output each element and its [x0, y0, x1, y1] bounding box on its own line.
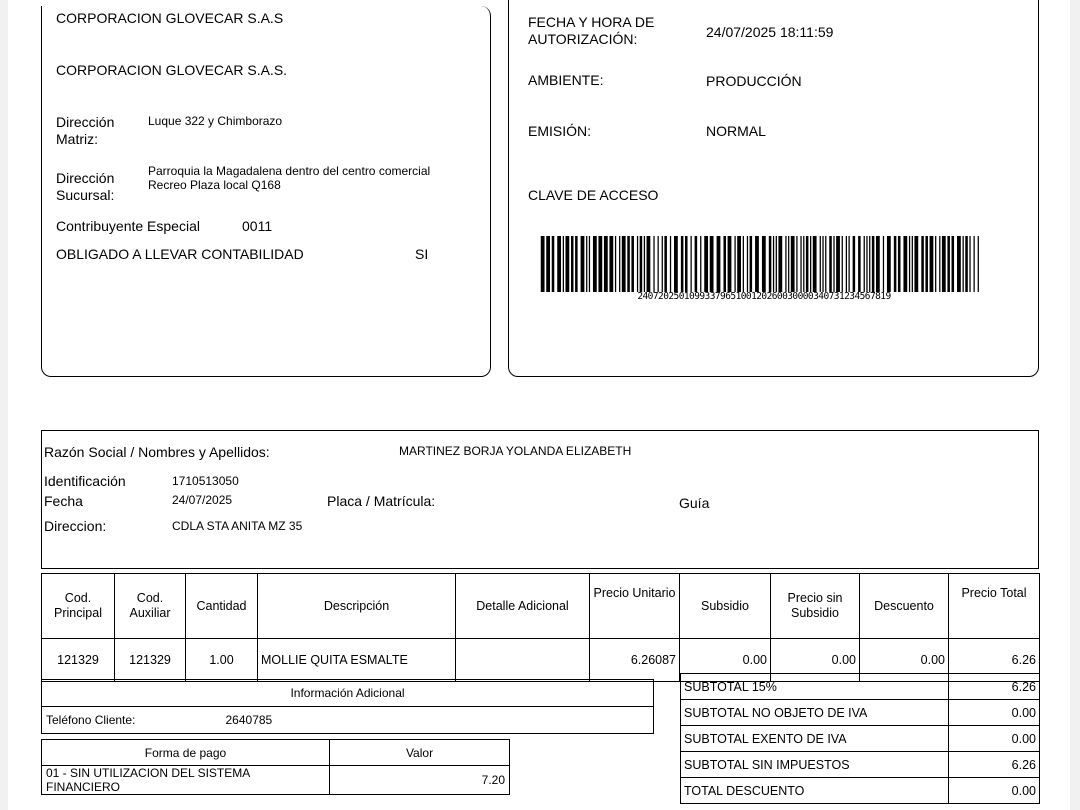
- client-phone-spacer: [348, 707, 654, 734]
- barcode-bar: [691, 236, 692, 292]
- col-precio-total: Precio Total: [949, 574, 1040, 639]
- barcode-bar: [903, 236, 907, 292]
- col-cantidad: Cantidad: [186, 574, 258, 639]
- invoice-date: 24/07/2025: [172, 493, 233, 507]
- barcode-bar: [921, 236, 924, 292]
- emission-label: EMISIÓN:: [528, 123, 592, 139]
- barcode-bar: [685, 236, 688, 292]
- barcode-bar: [963, 236, 964, 292]
- barcode-bar: [681, 236, 684, 292]
- col-cod-auxiliar: Cod. Auxiliar: [115, 574, 186, 639]
- access-key-barcode: [538, 236, 990, 292]
- total-row: [681, 674, 1040, 700]
- barcode-bar: [876, 236, 880, 292]
- cell-descripcion: MOLLIE QUITA ESMALTE: [258, 639, 456, 682]
- col-precio-unitario: Precio Unitario: [590, 574, 680, 639]
- barcode-bar: [974, 236, 975, 292]
- buyer-name: MARTINEZ BORJA YOLANDA ELIZABETH: [399, 444, 632, 458]
- invoice-date-label: Fecha: [44, 493, 83, 509]
- barcode-bar: [773, 236, 774, 292]
- barcode-bar: [762, 236, 766, 292]
- cell-detalle: [456, 639, 590, 682]
- access-key-number: 2407202501099337965100120260030000340731234567819: [637, 291, 891, 302]
- issuer-legal-name: CORPORACION GLOVECAR S.A.S: [56, 10, 284, 26]
- total-row: [681, 726, 1040, 752]
- barcode-bar: [952, 236, 955, 292]
- barcode-bar: [846, 236, 847, 292]
- barcode-bar: [575, 236, 578, 292]
- barcode-bar: [658, 236, 659, 292]
- total-value: 6.26: [949, 752, 1040, 778]
- issuer-trade-name: CORPORACION GLOVECAR S.A.S.: [56, 62, 288, 78]
- barcode-bar: [957, 236, 961, 292]
- barcode-bar: [581, 236, 585, 292]
- total-value: 0.00: [949, 778, 1040, 804]
- barcode-bar: [833, 236, 834, 292]
- head-office-address-label-2: Matriz:: [56, 131, 98, 147]
- barcode-bar: [593, 236, 597, 292]
- buyer-name-label: Razón Social / Nombres y Apellidos:: [44, 444, 270, 460]
- barcode-bar: [622, 236, 626, 292]
- cell-subsidio: 0.00: [680, 639, 771, 682]
- barcode-bar: [615, 236, 616, 292]
- barcode-bar: [700, 236, 701, 292]
- accounting-obligation-label: OBLIGADO A LLEVAR CONTABILIDAD: [56, 246, 304, 262]
- additional-info-table: [41, 679, 654, 734]
- totals-table: [680, 673, 1040, 804]
- barcode-bar: [864, 236, 865, 292]
- barcode-bar: [848, 236, 849, 292]
- barcode-bar: [717, 236, 721, 292]
- barcode-bar: [909, 236, 910, 292]
- branch-address-label-2: Sucursal:: [56, 187, 115, 203]
- barcode-bar: [546, 236, 550, 292]
- barcode-bar: [664, 236, 667, 292]
- barcode-bar: [930, 236, 934, 292]
- barcode-bar: [925, 236, 928, 292]
- col-descuento: Descuento: [860, 574, 949, 639]
- barcode-bar: [806, 236, 809, 292]
- barcode-bar: [619, 236, 620, 292]
- barcode-bar: [670, 236, 671, 292]
- barcode-bar: [947, 236, 950, 292]
- barcode-bar: [604, 236, 608, 292]
- barcode-bar: [820, 236, 821, 292]
- payment-value: 7.20: [330, 766, 510, 795]
- barcode-bar: [965, 236, 968, 292]
- barcode-bar: [589, 236, 590, 292]
- barcode-bar: [796, 236, 797, 292]
- branch-address-line-2: Recreo Plaza local Q168: [148, 178, 281, 192]
- total-row: [681, 752, 1040, 778]
- plate-label: Placa / Matrícula:: [327, 493, 436, 509]
- barcode-bar: [723, 236, 726, 292]
- barcode-bar: [734, 236, 735, 292]
- barcode-bar: [704, 236, 708, 292]
- cell-precio-sin-subsidio: 0.00: [771, 639, 860, 682]
- col-precio-sin-subsidio: Precio sin Subsidio: [771, 574, 860, 639]
- barcode-bar: [631, 236, 634, 292]
- invoice-page: [8, 0, 1070, 810]
- client-phone: 2640785: [225, 713, 273, 727]
- barcode-bar: [853, 236, 856, 292]
- barcode-bar: [769, 236, 772, 292]
- barcode-bar: [552, 236, 555, 292]
- barcode-bar: [935, 236, 936, 292]
- barcode-bar: [565, 236, 569, 292]
- total-label: SUBTOTAL EXENTO DE IVA: [681, 726, 949, 752]
- barcode-bar: [653, 236, 654, 292]
- authorization-date-label-2: AUTORIZACIÓN:: [528, 31, 638, 47]
- guide-label: Guía: [679, 495, 710, 511]
- special-taxpayer-value: 0011: [242, 218, 273, 234]
- barcode-bar: [755, 236, 759, 292]
- barcode-bar: [776, 236, 777, 292]
- barcode-bar: [869, 236, 870, 292]
- barcode-bar: [743, 236, 744, 292]
- items-header-row: [42, 574, 1040, 639]
- barcode-bar: [778, 236, 782, 292]
- buyer-address-label: Direccion:: [44, 518, 107, 534]
- barcode-bar: [710, 236, 714, 292]
- barcode-bar: [842, 236, 843, 292]
- special-taxpayer-label: Contribuyente Especial: [56, 218, 200, 234]
- barcode-bar: [803, 236, 804, 292]
- authorization-date-label: FECHA Y HORA DE: [528, 14, 655, 30]
- barcode-bar: [662, 236, 663, 292]
- col-cod-principal: Cod. Principal: [42, 574, 115, 639]
- barcode-bar: [640, 236, 643, 292]
- head-office-address: Luque 322 y Chimborazo: [148, 114, 283, 128]
- payment-method: 01 - SIN UTILIZACION DEL SISTEMA FINANCIERO: [42, 766, 330, 795]
- barcode-bar: [728, 236, 732, 292]
- barcode-bar: [637, 236, 638, 292]
- barcode-bar: [785, 236, 786, 292]
- cell-cantidad: 1.00: [186, 639, 258, 682]
- barcode-bar: [627, 236, 630, 292]
- total-value: 6.26: [949, 674, 1040, 700]
- col-detalle: Detalle Adicional: [456, 574, 590, 639]
- barcode-bar: [695, 236, 698, 292]
- emission-value: NORMAL: [706, 123, 766, 139]
- barcode-bar: [644, 236, 645, 292]
- barcode-bar: [609, 236, 613, 292]
- barcode-bar: [563, 236, 564, 292]
- barcode-bar: [939, 236, 940, 292]
- accounting-obligation-value: SI: [415, 246, 429, 262]
- client-phone-label: Teléfono Cliente: 2640785: [42, 707, 348, 734]
- barcode-bar: [791, 236, 795, 292]
- barcode-bar: [813, 236, 817, 292]
- col-descripcion: Descripción: [258, 574, 456, 639]
- barcode-bar: [825, 236, 826, 292]
- barcode-bar: [822, 236, 823, 292]
- total-row: [681, 778, 1040, 804]
- barcode-bar: [912, 236, 913, 292]
- barcode-bar: [571, 236, 574, 292]
- buyer-id: 1710513050: [172, 474, 239, 488]
- barcode-bar: [737, 236, 741, 292]
- total-value: 0.00: [949, 726, 1040, 752]
- barcode-bar: [969, 236, 970, 292]
- payment-method-header: Forma de pago: [42, 740, 330, 766]
- total-row: [681, 700, 1040, 726]
- barcode-bar: [858, 236, 861, 292]
- total-label: SUBTOTAL NO OBJETO DE IVA: [681, 700, 949, 726]
- cell-cod-auxiliar: 121329: [115, 639, 186, 682]
- branch-address-line-1: Parroquia la Magadalena dentro del centro comercial: [148, 164, 431, 178]
- payment-table: [41, 739, 510, 795]
- payment-value-header: Valor: [330, 740, 510, 766]
- barcode-bar: [914, 236, 918, 292]
- barcode-bar: [586, 236, 587, 292]
- col-subsidio: Subsidio: [680, 574, 771, 639]
- barcode-bar: [750, 236, 753, 292]
- buyer-address: CDLA STA ANITA MZ 35: [172, 519, 303, 533]
- total-label: SUBTOTAL SIN IMPUESTOS: [681, 752, 949, 778]
- barcode-bar: [647, 236, 651, 292]
- environment-value: PRODUCCIÓN: [706, 73, 802, 89]
- barcode-bar: [598, 236, 602, 292]
- environment-label: AMBIENTE:: [528, 72, 604, 88]
- barcode-bar: [898, 236, 901, 292]
- total-label: SUBTOTAL 15%: [681, 674, 949, 700]
- barcode-bar: [894, 236, 897, 292]
- buyer-id-label: Identificación: [44, 473, 126, 489]
- total-value: 0.00: [949, 700, 1040, 726]
- barcode-bar: [788, 236, 789, 292]
- barcode-bar: [557, 236, 561, 292]
- items-table: [41, 573, 1040, 682]
- cell-descuento: 0.00: [860, 639, 949, 682]
- authorization-date-value: 24/07/2025 18:11:59: [706, 24, 834, 40]
- barcode-bar: [541, 236, 545, 292]
- barcode-bar: [883, 236, 884, 292]
- barcode-bar: [872, 236, 875, 292]
- access-key-label: CLAVE DE ACCESO: [528, 187, 659, 203]
- barcode-bar: [810, 236, 811, 292]
- barcode-bar: [747, 236, 748, 292]
- branch-address-label: Dirección: [56, 170, 115, 186]
- barcode-bar: [829, 236, 832, 292]
- cell-precio-unitario: 6.26087: [590, 639, 680, 682]
- head-office-address-label: Dirección: [56, 114, 115, 130]
- barcode-bar: [674, 236, 678, 292]
- barcode-bar: [866, 236, 867, 292]
- barcode-bar: [978, 236, 979, 292]
- total-label: TOTAL DESCUENTO: [681, 778, 949, 804]
- cell-precio-total: 6.26: [949, 639, 1040, 682]
- additional-info-title: Información Adicional: [42, 680, 654, 707]
- barcode-bar: [887, 236, 891, 292]
- cell-cod-principal: 121329: [42, 639, 115, 682]
- barcode-bar: [800, 236, 801, 292]
- barcode-bar: [836, 236, 840, 292]
- barcode-bar: [942, 236, 946, 292]
